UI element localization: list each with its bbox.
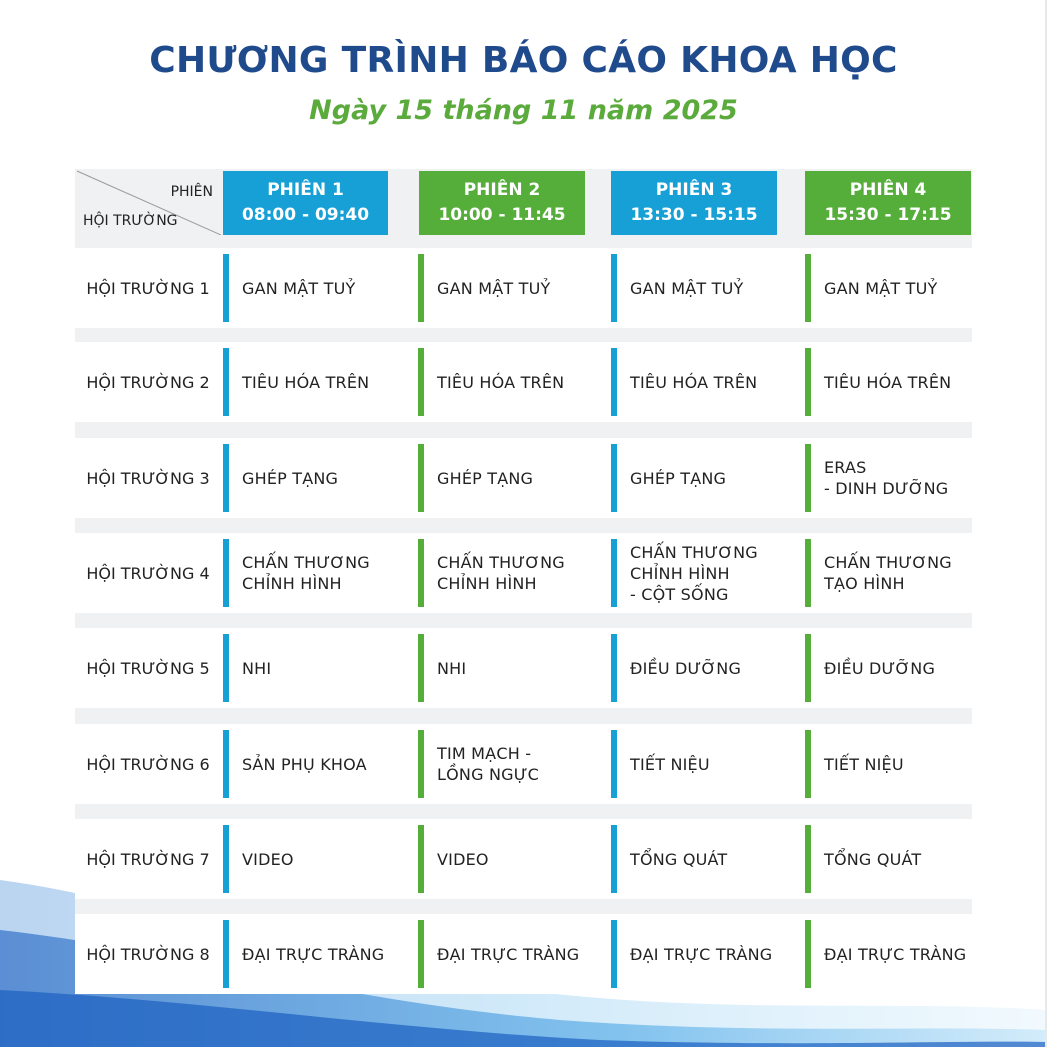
schedule-cell bbox=[418, 724, 608, 804]
session-header-1 bbox=[223, 171, 388, 235]
table-row bbox=[75, 533, 972, 613]
session-color-bar bbox=[223, 634, 229, 702]
session-color-bar bbox=[418, 444, 424, 512]
schedule-cell bbox=[418, 438, 608, 518]
session-color-bar bbox=[611, 920, 617, 988]
topic-label: ERAS - DINH DƯỠNG bbox=[824, 458, 949, 498]
corner-session-label: PHIÊN bbox=[170, 184, 213, 200]
schedule-cell bbox=[611, 248, 801, 328]
schedule-cell bbox=[223, 248, 413, 328]
session-name: PHIÊN 4 bbox=[849, 180, 927, 200]
session-color-bar bbox=[418, 348, 424, 416]
schedule-cell bbox=[418, 914, 608, 994]
session-name: PHIÊN 2 bbox=[463, 180, 541, 200]
topic-label: CHẤN THƯƠNG CHỈNH HÌNH bbox=[242, 553, 370, 593]
topic-label: ĐẠI TRỰC TRÀNG bbox=[824, 944, 967, 964]
schedule-cell bbox=[223, 533, 413, 613]
session-color-bar bbox=[805, 634, 811, 702]
session-color-bar bbox=[223, 444, 229, 512]
topic-label: CHẤN THƯƠNG CHỈNH HÌNH bbox=[437, 553, 565, 593]
topic-label: GAN MẬT TUỶ bbox=[437, 278, 551, 298]
topic-label: VIDEO bbox=[437, 849, 489, 869]
session-color-bar bbox=[418, 920, 424, 988]
hall-label: HỘI TRƯỜNG 5 bbox=[86, 658, 210, 678]
schedule-cell bbox=[611, 438, 801, 518]
page-date: Ngày 15 tháng 11 năm 2025 bbox=[309, 95, 738, 126]
session-color-bar bbox=[223, 920, 229, 988]
session-color-bar bbox=[805, 348, 811, 416]
schedule-cell bbox=[223, 342, 413, 422]
session-color-bar bbox=[418, 825, 424, 893]
session-time: 10:00 - 11:45 bbox=[438, 205, 566, 225]
session-color-bar bbox=[805, 920, 811, 988]
topic-label: GHÉP TẠNG bbox=[242, 468, 339, 488]
topic-label: ĐIỀU DƯỠNG bbox=[630, 658, 742, 678]
schedule-cell bbox=[805, 342, 971, 422]
topic-label: TỔNG QUÁT bbox=[824, 849, 922, 869]
table-row bbox=[75, 438, 972, 518]
schedule-cell bbox=[611, 628, 801, 708]
schedule-cell bbox=[611, 533, 801, 613]
schedule-cell bbox=[223, 438, 413, 518]
session-color-bar bbox=[611, 348, 617, 416]
session-color-bar bbox=[805, 444, 811, 512]
session-color-bar bbox=[223, 254, 229, 322]
topic-label: TIÊU HÓA TRÊN bbox=[824, 372, 952, 392]
topic-label: SẢN PHỤ KHOA bbox=[242, 754, 367, 774]
hall-label: HỘI TRƯỜNG 2 bbox=[86, 372, 210, 392]
schedule-cell bbox=[611, 819, 801, 899]
schedule-cell bbox=[611, 724, 801, 804]
session-color-bar bbox=[611, 539, 617, 607]
topic-label: GHÉP TẠNG bbox=[437, 468, 534, 488]
topic-label: CHẤN THƯƠNG CHỈNH HÌNH - CỘT SỐNG bbox=[630, 542, 758, 604]
session-time: 08:00 - 09:40 bbox=[241, 205, 370, 225]
hall-label: HỘI TRƯỜNG 6 bbox=[86, 754, 210, 774]
session-color-bar bbox=[418, 634, 424, 702]
topic-label: TIẾT NIỆU bbox=[824, 754, 904, 774]
table-row bbox=[75, 248, 972, 328]
schedule-cell bbox=[805, 248, 971, 328]
topic-label: ĐIỀU DƯỠNG bbox=[824, 658, 936, 678]
table-row bbox=[75, 628, 972, 708]
session-header-4 bbox=[805, 171, 971, 235]
topic-label: ĐẠI TRỰC TRÀNG bbox=[630, 944, 773, 964]
table-row bbox=[75, 724, 972, 804]
schedule-cell bbox=[223, 724, 413, 804]
session-name: PHIÊN 1 bbox=[267, 180, 344, 200]
schedule-cell bbox=[418, 533, 608, 613]
session-color-bar bbox=[805, 254, 811, 322]
hall-label: HỘI TRƯỜNG 3 bbox=[86, 468, 210, 488]
schedule-cell bbox=[223, 819, 413, 899]
session-name: PHIÊN 3 bbox=[655, 180, 733, 200]
session-header-3 bbox=[611, 171, 777, 235]
session-color-bar bbox=[611, 634, 617, 702]
table-row bbox=[75, 819, 972, 899]
session-color-bar bbox=[805, 730, 811, 798]
session-color-bar bbox=[611, 730, 617, 798]
session-color-bar bbox=[805, 539, 811, 607]
topic-label: VIDEO bbox=[242, 849, 294, 869]
session-color-bar bbox=[805, 825, 811, 893]
schedule-cell bbox=[805, 533, 971, 613]
hall-label: HỘI TRƯỜNG 4 bbox=[86, 563, 210, 583]
topic-label: TIẾT NIỆU bbox=[630, 754, 710, 774]
hall-label: HỘI TRƯỜNG 8 bbox=[86, 944, 210, 964]
topic-label: GAN MẬT TUỶ bbox=[824, 278, 938, 298]
topic-label: ĐẠI TRỰC TRÀNG bbox=[242, 944, 385, 964]
topic-label: GHÉP TẠNG bbox=[630, 468, 727, 488]
session-header-2 bbox=[419, 171, 585, 235]
schedule-cell bbox=[418, 342, 608, 422]
schedule-cell bbox=[223, 914, 413, 994]
topic-label: NHI bbox=[242, 658, 272, 678]
schedule-cell bbox=[805, 438, 971, 518]
topic-label: TỔNG QUÁT bbox=[630, 849, 728, 869]
session-color-bar bbox=[223, 348, 229, 416]
session-color-bar bbox=[611, 254, 617, 322]
topic-label: TIM MẠCH - LỒNG NGỰC bbox=[437, 744, 540, 784]
topic-label: TIÊU HÓA TRÊN bbox=[437, 372, 565, 392]
session-color-bar bbox=[611, 444, 617, 512]
schedule-cell bbox=[611, 914, 801, 994]
topic-label: TIÊU HÓA TRÊN bbox=[630, 372, 758, 392]
schedule-cell bbox=[418, 819, 608, 899]
schedule-cell bbox=[805, 724, 971, 804]
session-color-bar bbox=[418, 730, 424, 798]
table-row bbox=[75, 914, 972, 994]
session-time: 15:30 - 17:15 bbox=[824, 205, 952, 225]
topic-label: ĐẠI TRỰC TRÀNG bbox=[437, 944, 580, 964]
topic-label: GAN MẬT TUỶ bbox=[242, 278, 356, 298]
session-color-bar bbox=[223, 730, 229, 798]
session-color-bar bbox=[223, 825, 229, 893]
topic-label: TIÊU HÓA TRÊN bbox=[242, 372, 370, 392]
corner-hall-label: HỘI TRƯỜNG bbox=[83, 213, 178, 229]
hall-label: HỘI TRƯỜNG 1 bbox=[86, 278, 210, 298]
topic-label: NHI bbox=[437, 658, 467, 678]
page-title: CHƯƠNG TRÌNH BÁO CÁO KHOA HỌC bbox=[149, 40, 898, 81]
topic-label: CHẤN THƯƠNG TẠO HÌNH bbox=[824, 553, 952, 593]
hall-label: HỘI TRƯỜNG 7 bbox=[86, 849, 210, 869]
session-color-bar bbox=[418, 539, 424, 607]
table-corner-header bbox=[75, 169, 221, 235]
schedule-cell bbox=[418, 628, 608, 708]
session-color-bar bbox=[611, 825, 617, 893]
session-time: 13:30 - 15:15 bbox=[630, 205, 758, 225]
schedule-cell bbox=[805, 628, 971, 708]
table-row bbox=[75, 342, 972, 422]
session-color-bar bbox=[418, 254, 424, 322]
schedule-cell bbox=[805, 819, 971, 899]
schedule-cell bbox=[611, 342, 801, 422]
schedule-table bbox=[75, 169, 972, 991]
schedule-cell bbox=[805, 914, 971, 994]
topic-label: GAN MẬT TUỶ bbox=[630, 278, 744, 298]
session-color-bar bbox=[223, 539, 229, 607]
schedule-cell bbox=[223, 628, 413, 708]
schedule-cell bbox=[418, 248, 608, 328]
